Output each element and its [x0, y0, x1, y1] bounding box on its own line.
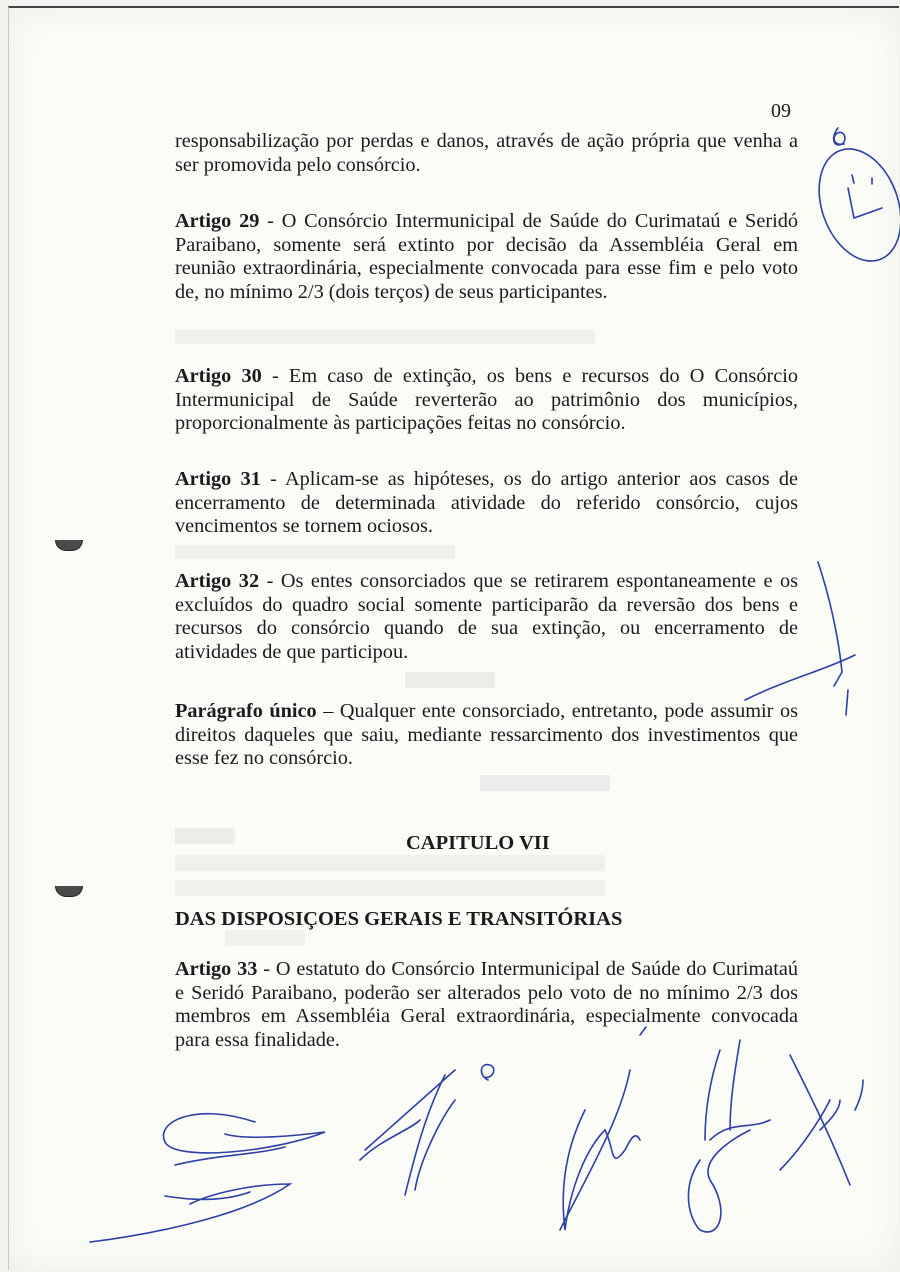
article-31: Artigo 31 - Aplicam-se as hipóteses, os do artigo anterior aos casos de encerramento de determinada atividade do referido consórcio, cujos vencimentos se tornem ociosos.	[175, 468, 798, 538]
article-label: Parágrafo único	[175, 700, 317, 722]
article-label: Artigo 29	[175, 210, 260, 232]
article-30: Artigo 30 - Em caso de extinção, os bens e recursos do O Consórcio Intermunicipal de Saúde reverterão ao patrimônio dos municípios, proporcionalmente às participações feitas no consórcio.	[175, 365, 798, 435]
article-label: Artigo 33	[175, 958, 258, 980]
article-33: Artigo 33 - O estatuto do Consórcio Intermunicipal de Saúde do Curimataú e Seridó Paraibano, poderão ser alterados pelo voto de no mínimo 2/3 dos membros em Assembléia Geral extraordinária, especialmente convocada para essa finalidade.	[175, 958, 798, 1051]
bottom-signatures	[90, 1027, 863, 1242]
article-label: Artigo 30	[175, 365, 262, 387]
paragrafo-unico: Parágrafo único – Qualquer ente consorciado, entretanto, pode assumir os direitos daqueles que saiu, mediante ressarcimento dos investimentos que esse fez no consórcio.	[175, 700, 798, 770]
page-number: 09	[771, 100, 791, 122]
section-heading: DAS DISPOSIÇOES GERAIS E TRANSITÓRIAS	[175, 908, 623, 930]
article-32: Artigo 32 - Os entes consorciados que se retirarem espontaneamente e os excluídos do quadro social somente participarão da reversão dos bens e recursos do consórcio quando de sua extinção, ou encerramento de atividades de que participou.	[175, 570, 798, 663]
margin-initials	[804, 128, 900, 272]
article-29: Artigo 29 - O Consórcio Intermunicipal de Saúde do Curimataú e Seridó Paraibano, somente será extinto por decisão da Assembléia Geral em reunião extraordinária, especialmente convocada para esse fim e pelo voto de, no mínimo 2/3 (dois terços) de seus participantes.	[175, 210, 798, 303]
chapter-heading: CAPITULO VII	[406, 832, 550, 854]
margin-check-mark	[745, 562, 855, 715]
article-label: Artigo 31	[175, 468, 261, 490]
paragraph-continuation: responsabilização por perdas e danos, através de ação própria que venha a ser promovida pelo consórcio.	[175, 130, 798, 176]
article-label: Artigo 32	[175, 570, 260, 592]
